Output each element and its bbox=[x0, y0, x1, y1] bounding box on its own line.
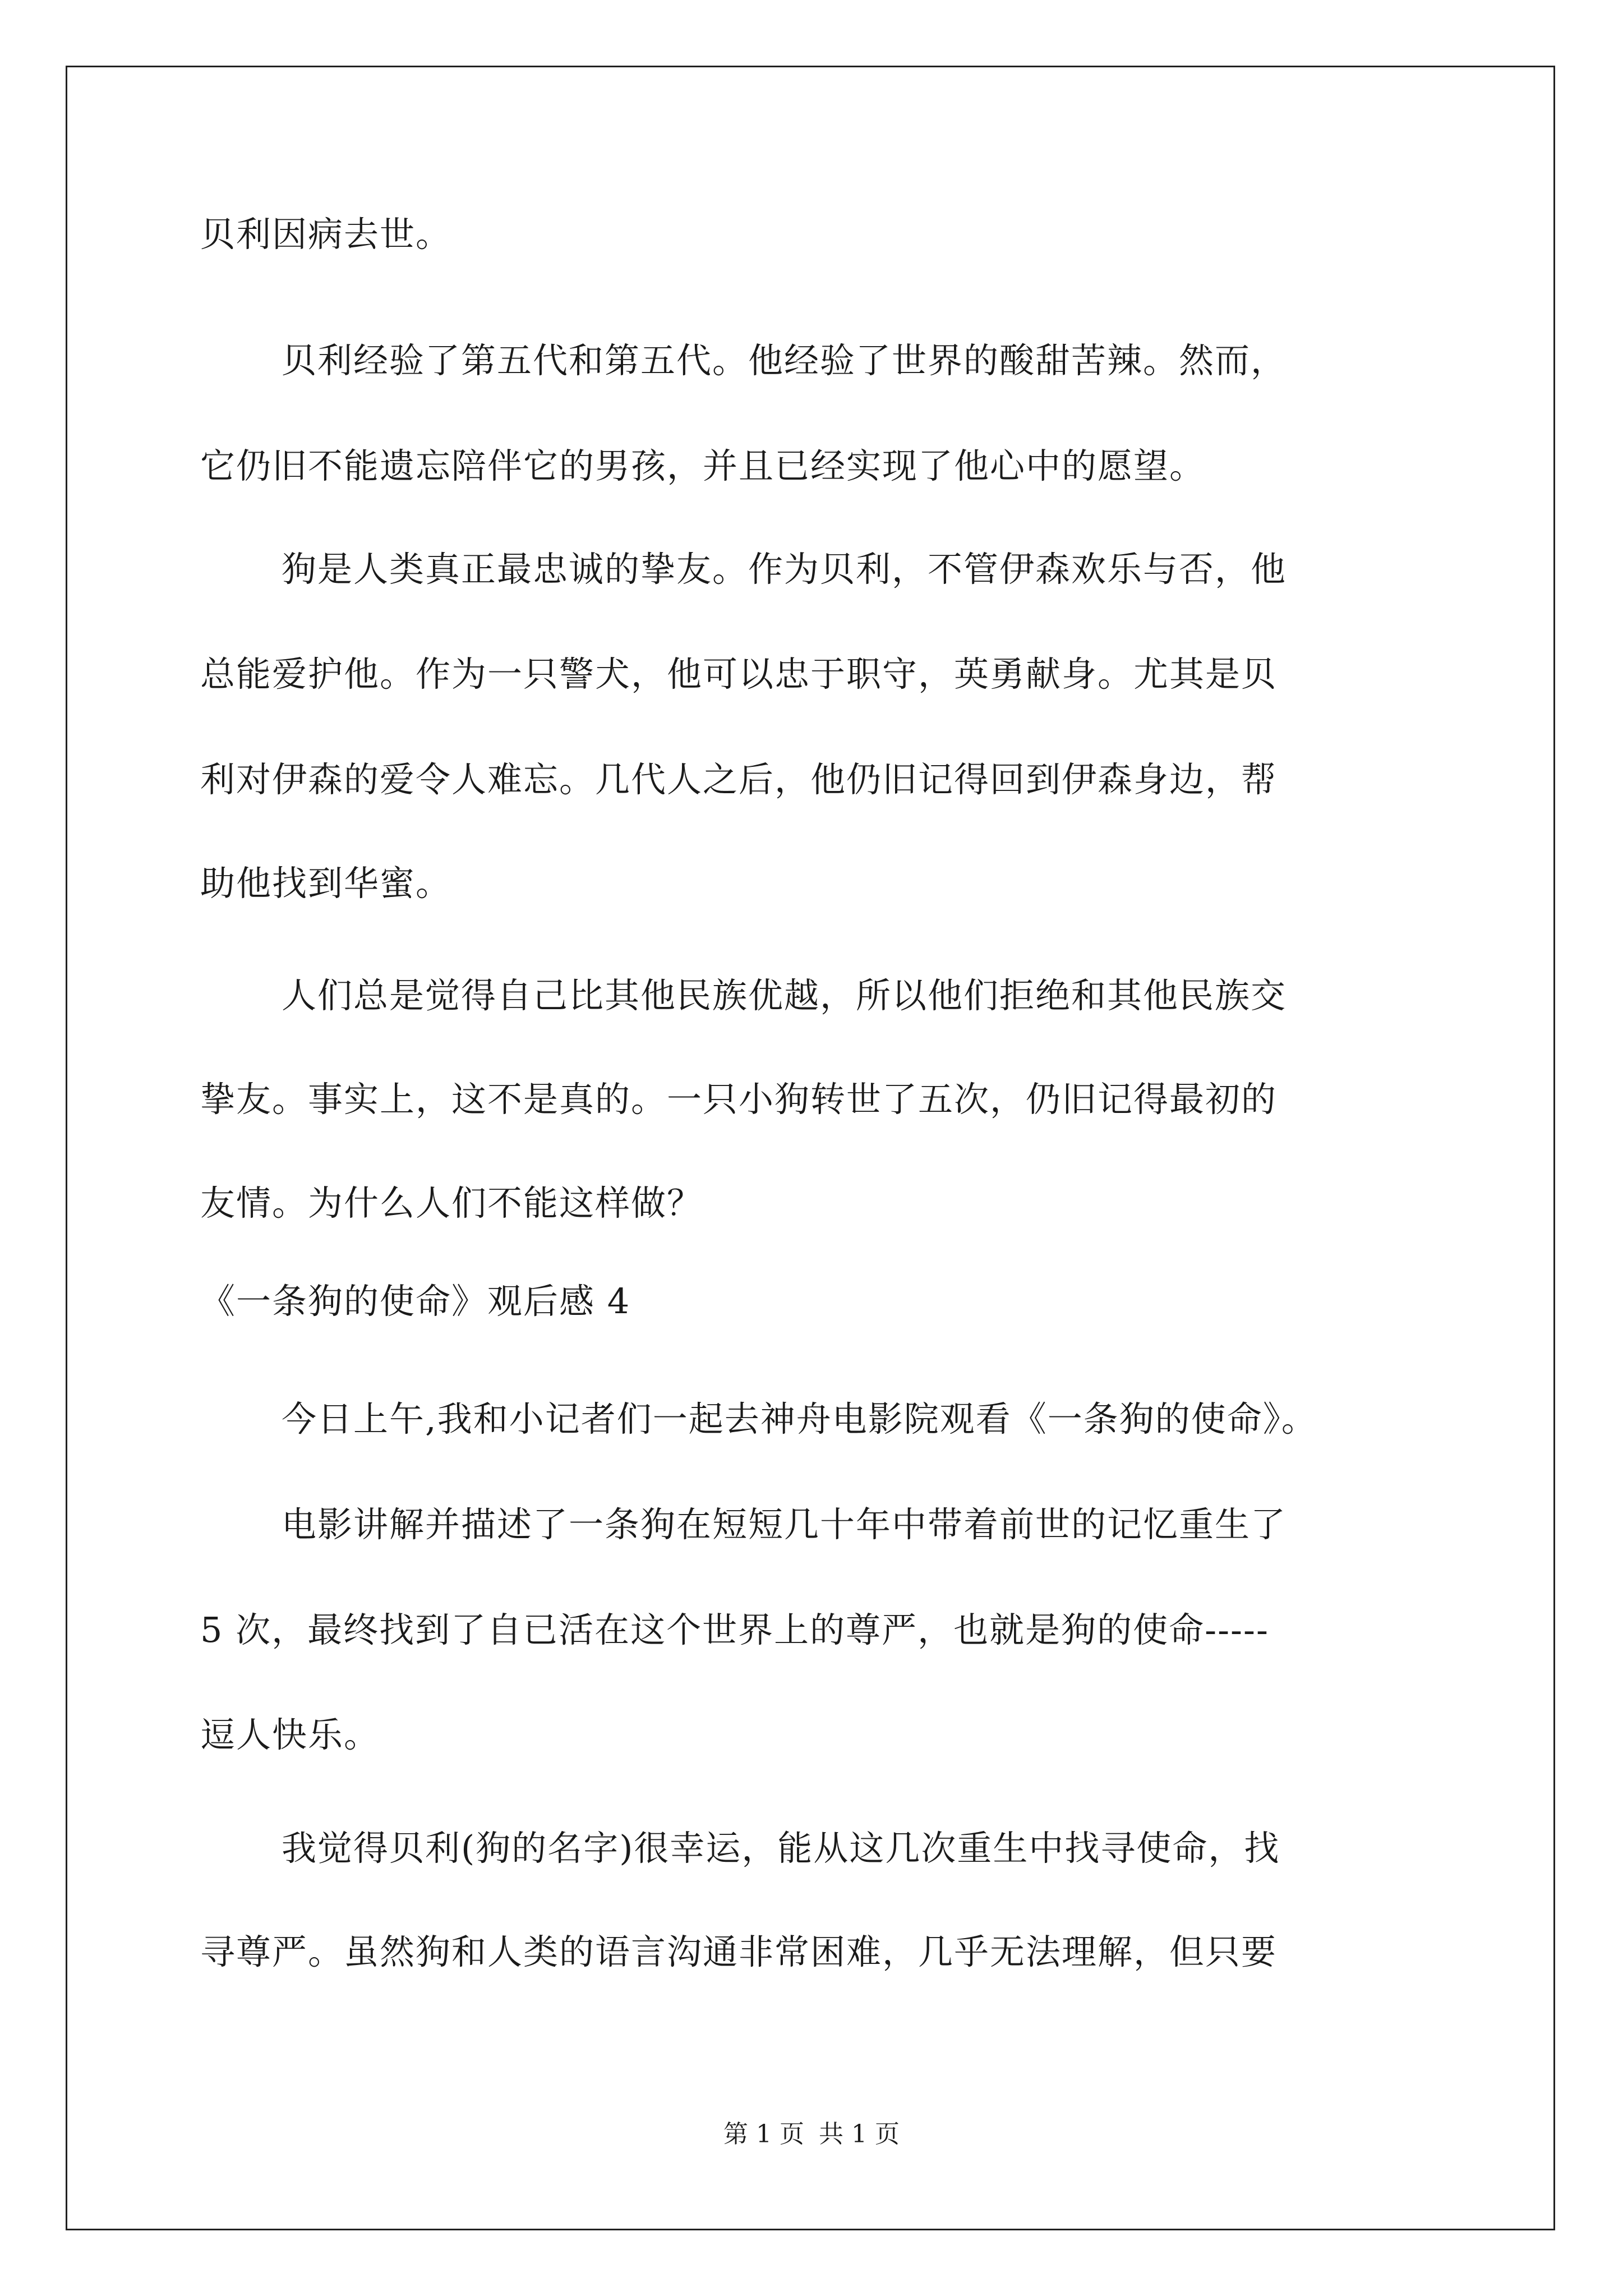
text-line: 电影讲解并描述了一条狗在短短几十年中带着前世的记忆重生了 bbox=[282, 1504, 1287, 1545]
text-line: 5 次，最终找到了自已活在这个世界上的尊严，也就是狗的使命----- bbox=[200, 1609, 1269, 1650]
text-line: 利对伊森的爱令人难忘。几代人之后，他仍旧记得回到伊森身边，帮 bbox=[200, 759, 1278, 800]
section-heading: 《一条狗的使命》观后感 4 bbox=[200, 1281, 631, 1322]
text-line: 总能爱护他。作为一只警犬，他可以忠于职守，英勇献身。尤其是贝 bbox=[200, 654, 1278, 694]
text-line: 贝利因病去世。 bbox=[200, 214, 452, 255]
text-line: 今日上午,我和小记者们一起去神舟电影院观看《一条狗的使命》。 bbox=[282, 1398, 1317, 1439]
text-line: 助他找到华蜜。 bbox=[200, 863, 452, 904]
text-line: 它仍旧不能遗忘陪伴它的男孩，并且已经实现了他心中的愿望。 bbox=[200, 445, 1206, 486]
text-line: 逗人快乐。 bbox=[200, 1714, 380, 1755]
text-line: 狗是人类真正最忠诚的挚友。作为贝利，不管伊森欢乐与否，他 bbox=[282, 549, 1287, 590]
page-border bbox=[66, 66, 1555, 2230]
text-line: 人们总是觉得自己比其他民族优越，所以他们拒绝和其他民族交 bbox=[282, 975, 1287, 1016]
text-line: 贝利经验了第五代和第五代。他经验了世界的酸甜苦辣。然而， bbox=[282, 340, 1287, 381]
page-footer bbox=[0, 2118, 1623, 2151]
text-line: 寻尊严。虽然狗和人类的语言沟通非常困难，几乎无法理解，但只要 bbox=[200, 1931, 1278, 1972]
total-pages: 共 1 页 bbox=[819, 2120, 900, 2148]
text-line: 友情。为什么人们不能这样做？ bbox=[200, 1182, 703, 1223]
text-line: 我觉得贝利(狗的名字)很幸运，能从这几次重生中找寻使命，找 bbox=[282, 1828, 1280, 1869]
text-line: 挚友。事实上，这不是真的。一只小狗转世了五次，仍旧记得最初的 bbox=[200, 1079, 1278, 1120]
page-number: 第 1 页 bbox=[723, 2120, 804, 2148]
